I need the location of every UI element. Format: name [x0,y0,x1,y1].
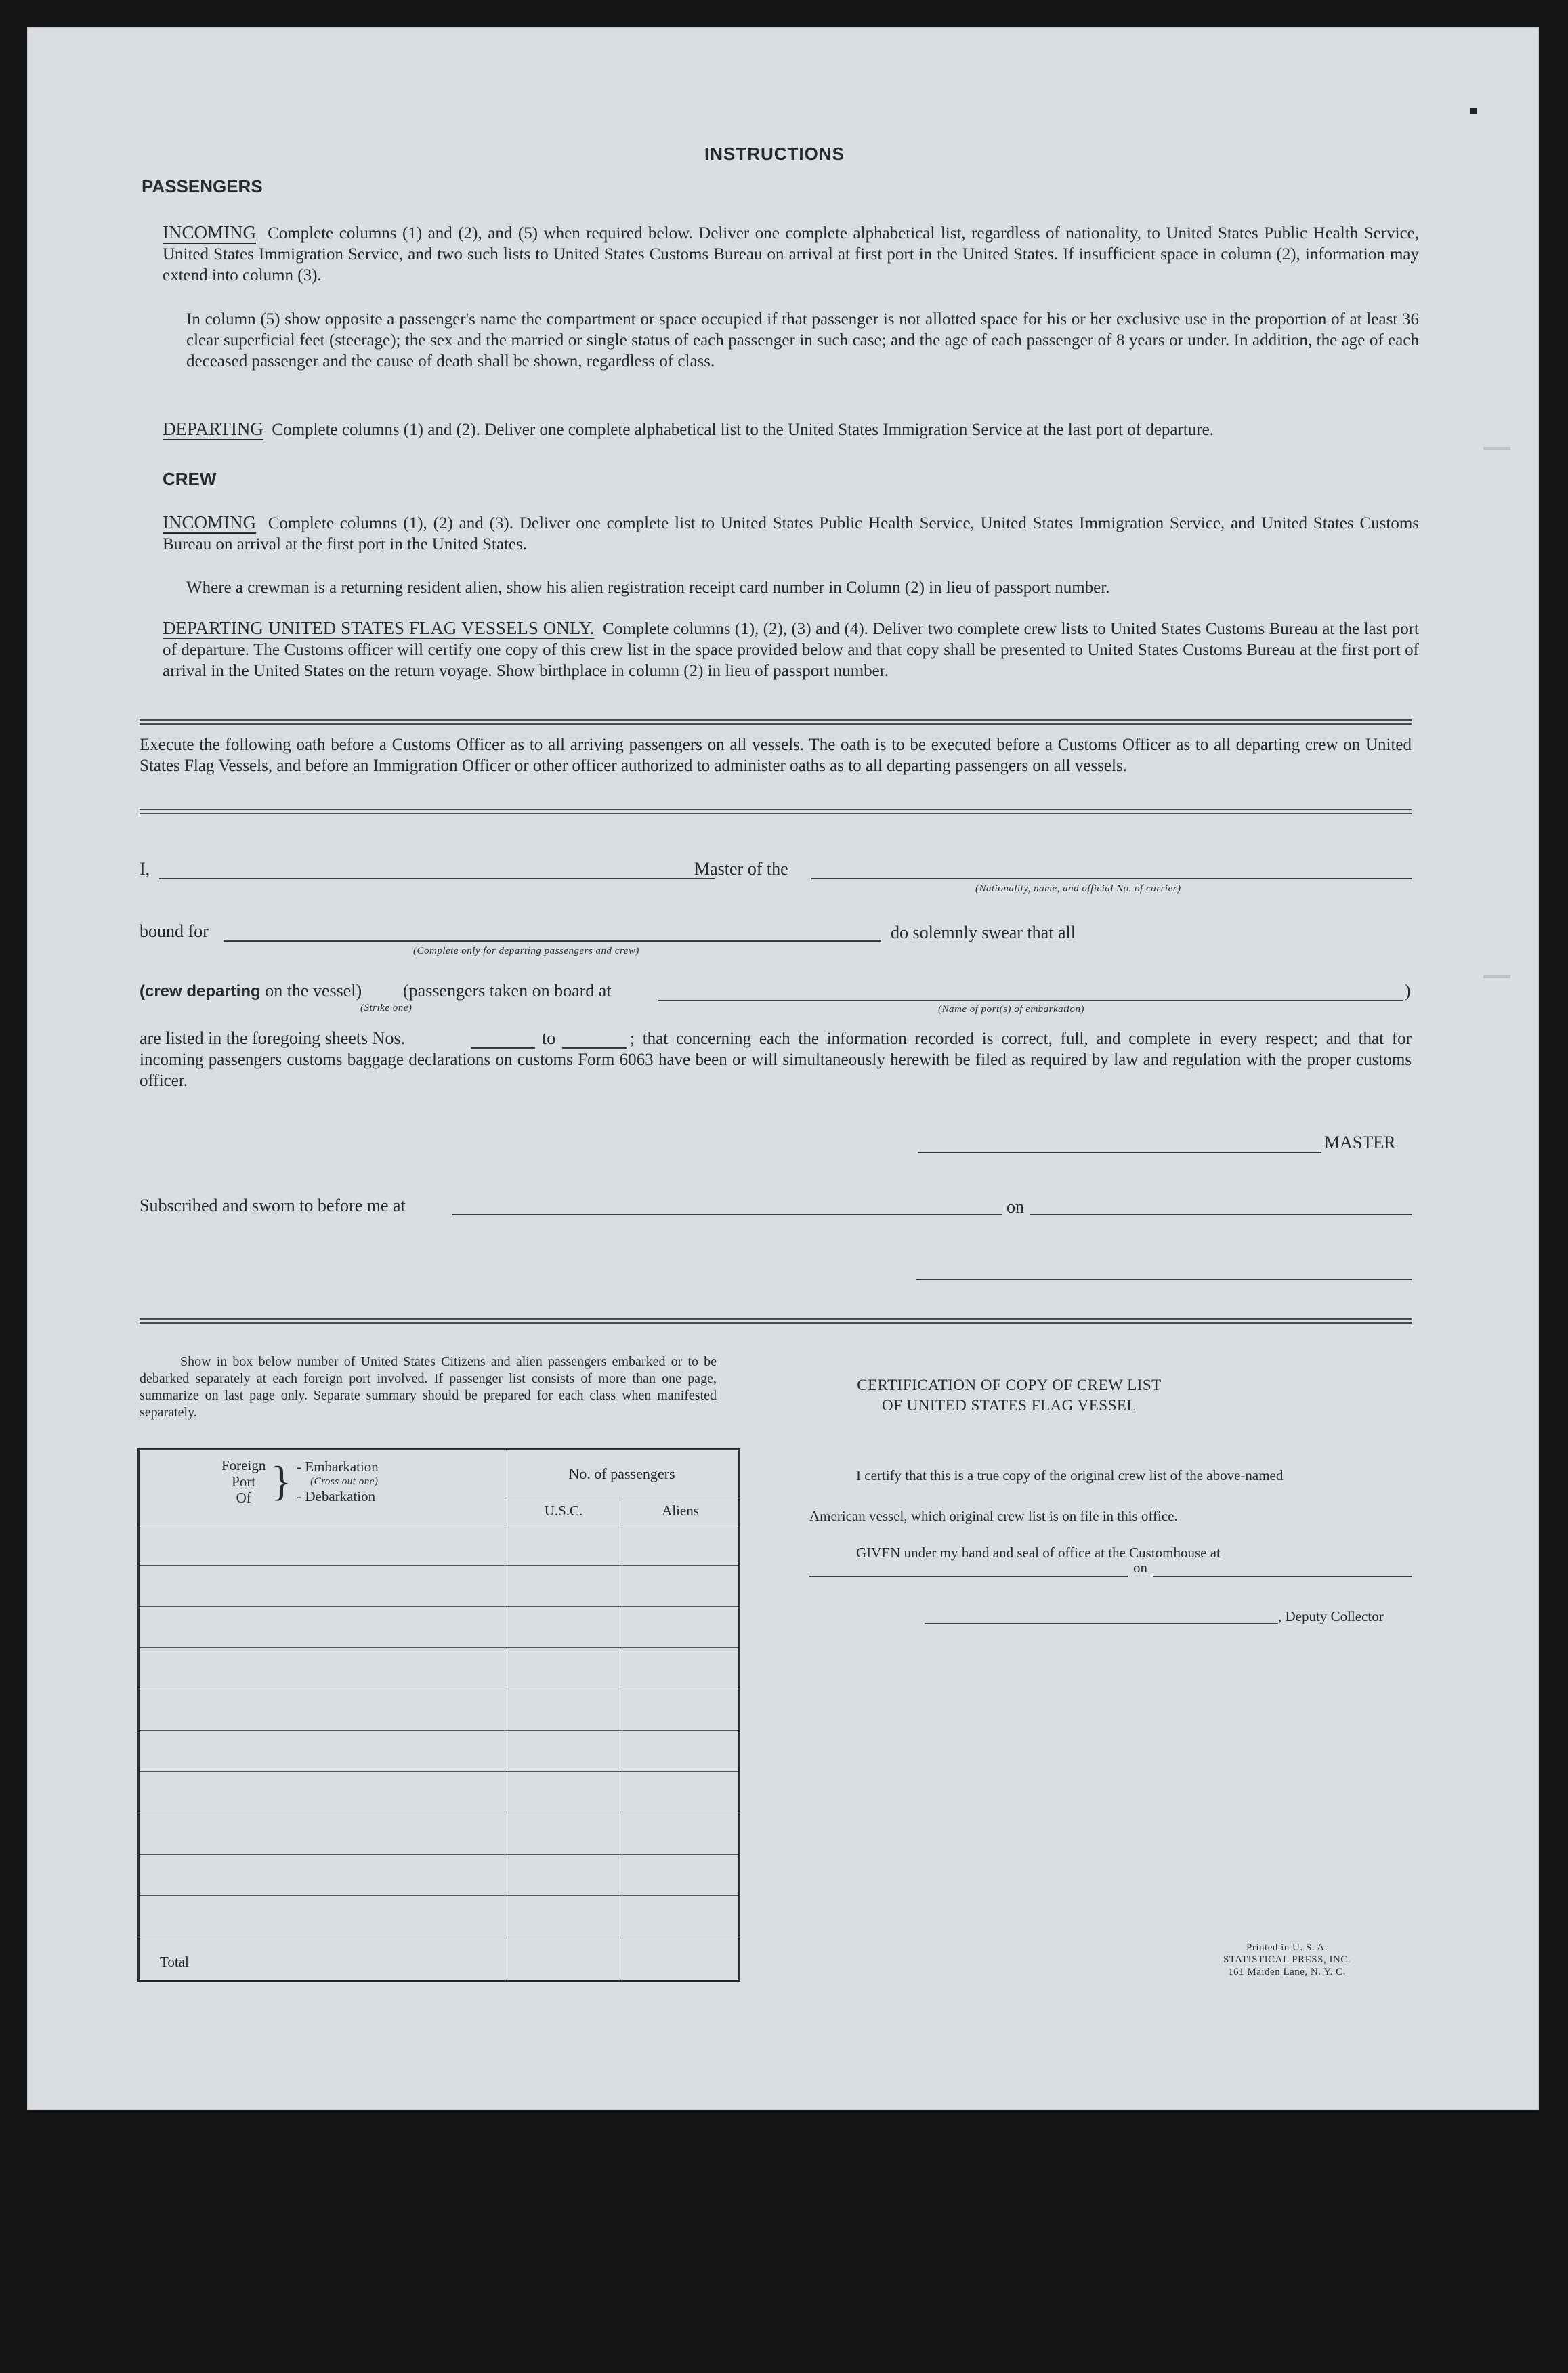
total-aliens-cell[interactable] [622,1937,740,1981]
printer-imprint [1206,1941,1368,1978]
crew-incoming-lead: INCOMING [163,512,256,532]
on-label: on [1007,1197,1024,1217]
foreign-label: Foreign [221,1457,266,1473]
sworn-date-field[interactable] [1030,1214,1412,1215]
sheets-label: are listed in the foregoing sheets Nos. [140,1028,406,1048]
deputy-collector-label: , Deputy Collector [1278,1608,1384,1624]
port-row [139,1524,740,1566]
divider [140,719,1412,725]
port-cell[interactable] [139,1648,505,1689]
bound-for-note: (Complete only for departing passengers and crew) [413,946,639,957]
port-row [139,1731,740,1772]
port-label: Port [232,1473,256,1490]
port-row [139,1855,740,1896]
brace-icon: } [271,1458,292,1505]
oath-i-label: I, [140,859,150,879]
printer-line3: 161 Maiden Lane, N. Y. C. [1228,1967,1346,1977]
form-sheet [27,27,1539,2110]
port-cell[interactable] [139,1607,505,1648]
bleed-mark [1483,447,1510,450]
total-usc-cell[interactable] [505,1937,622,1981]
close-paren: ) [1405,981,1411,1001]
total-label: Total [139,1937,505,1981]
passengers-column5-paragraph: In column (5) show opposite a passenger's name the compartment or space occupied if that passenger is not allotted space for his or her exclusive use in the proportion of at least 36 clear superficial feet (steerage); the sex and the married or single status of each passenger in such case; and the age of each passenger of 8 years or under. In addition, the age of each deceased passenger and the cause of death shall be shown, regardless of class. [186,310,1419,371]
oath-intro: Execute the following oath before a Customs Officer as to all arriving passengers on all vessels. The oath is to be executed before a Customs Officer as to all departing crew on United States Flag Vessels, and before an Immigration Officer or other officer authorized to administer oaths as to all departing passengers on all vessels. [140,736,1412,775]
cross-out-note: (Cross out one) [310,1476,379,1487]
subscribed-label: Subscribed and sworn to before me at [140,1196,406,1215]
deputy-signature-field[interactable] [925,1623,1278,1624]
port-cell[interactable] [139,1524,505,1566]
aliens-count-cell[interactable] [622,1648,740,1689]
aliens-count-cell[interactable] [622,1896,740,1937]
port-cell[interactable] [139,1689,505,1731]
port-cell[interactable] [139,1855,505,1896]
usc-count-cell[interactable] [505,1607,622,1648]
master-label: MASTER [1324,1133,1396,1152]
aliens-count-cell[interactable] [622,1731,740,1772]
certify-line2: American vessel, which original crew list is on file in this office. [809,1508,1178,1524]
port-cell[interactable] [139,1731,505,1772]
certification-title-line1: CERTIFICATION OF COPY OF CREW LIST [857,1377,1162,1393]
cert-on-label: on [1133,1559,1147,1576]
embarkation-option[interactable]: - Embarkation [297,1458,379,1475]
divider [140,1318,1412,1324]
master-of-the-label: Master of the [694,859,788,879]
embarkation-ports-field[interactable] [658,1000,1403,1001]
of-label: Of [236,1490,251,1506]
debarkation-option[interactable]: - Debarkation [297,1488,376,1505]
passengers-incoming-paragraph [163,222,1419,286]
crew-departing-option[interactable] [140,981,362,1001]
passengers-departing-paragraph [163,419,1419,440]
port-row [139,1566,740,1607]
port-cell[interactable] [139,1813,505,1855]
passengers-incoming-lead: INCOMING [163,222,256,243]
no-of-passengers-header: No. of passengers [505,1450,740,1498]
passengers-incoming-text: Complete columns (1) and (2), and (5) when required below. Deliver one complete alphabetical list, regardless of nationality, to United States Public Health Service, United States Immigration Service, and two such lists to United States Customs Bureau on arrival at first port in the United States. If insufficient space in column (2), information may extend into column (3). [163,224,1420,285]
usc-count-cell[interactable] [505,1896,622,1937]
speck-mark [1470,108,1477,114]
aliens-count-cell[interactable] [622,1689,740,1731]
sworn-place-field[interactable] [452,1214,1002,1215]
crew-departing-paragraph [163,618,1419,681]
aliens-count-cell[interactable] [622,1772,740,1813]
usc-count-cell[interactable] [505,1813,622,1855]
usc-count-cell[interactable] [505,1566,622,1607]
customhouse-field[interactable] [809,1576,1128,1577]
certification-title [826,1375,1192,1416]
aliens-count-cell[interactable] [622,1855,740,1896]
crew-incoming-text: Complete columns (1), (2) and (3). Deliver one complete list to United States Public Health Service, United States Immigration Service, and United States Customs Bureau on arrival at the first port in the United States. [163,514,1420,553]
bleed-mark [1483,975,1510,978]
on-the-vessel-label: on the vessel) [265,981,362,1001]
port-row [139,1896,740,1937]
printer-line1: Printed in U. S. A. [1246,1942,1328,1953]
carrier-note: (Nationality, name, and official No. of carrier) [975,883,1181,894]
passengers-taken-option[interactable]: (passengers taken on board at [403,981,612,1001]
box-instructions: Show in box below number of United States Citizens and alien passengers embarked or to be debarked separately at each foreign port involved. If passenger list consists of more than one page, summarize on last page only. Separate summary should be prepared for each class when manifested separately. [140,1354,717,1420]
usc-count-cell[interactable] [505,1855,622,1896]
aliens-count-cell[interactable] [622,1524,740,1566]
aliens-header: Aliens [622,1498,740,1524]
port-row [139,1772,740,1813]
printer-line2: STATISTICAL PRESS, INC. [1223,1954,1351,1965]
embarkation-ports-note: (Name of port(s) of embarkation) [938,1004,1084,1015]
master-signature-field[interactable] [918,1152,1321,1153]
to-label: to [542,1028,556,1048]
port-row [139,1689,740,1731]
usc-count-cell[interactable] [505,1731,622,1772]
bound-for-label: bound for [140,921,209,941]
bound-for-field[interactable] [224,940,881,942]
usc-count-cell[interactable] [505,1772,622,1813]
port-row [139,1813,740,1855]
port-row [139,1607,740,1648]
swear-label: do solemnly swear that all [891,923,1076,942]
ports-table [137,1448,740,1982]
port-rows [139,1524,740,1937]
port-cell[interactable] [139,1772,505,1813]
port-row [139,1648,740,1689]
port-cell[interactable] [139,1896,505,1937]
usc-header: U.S.C. [505,1498,622,1524]
divider [140,809,1412,814]
given-line: GIVEN under my hand and seal of office at the Customhouse at [856,1545,1221,1561]
aliens-count-cell[interactable] [622,1607,740,1648]
passengers-departing-lead: DEPARTING [163,419,263,439]
master-name-field[interactable] [159,878,715,879]
certification-title-line2: OF UNITED STATES FLAG VESSEL [882,1397,1137,1414]
passengers-departing-text: Complete columns (1) and (2). Deliver one complete alphabetical list to the United States Immigration Service at the last port of departure. [272,421,1214,439]
certify-line1: I certify that this is a true copy of the original crew list of the above-named [856,1467,1284,1484]
usc-count-cell[interactable] [505,1648,622,1689]
oath-statement: ; that concerning each the information recorded is correct, full, and complete in every respect; and that for incoming passengers customs baggage declarations on customs Form 6063 have been or will simultaneously herewith be filed as required by law and regulation with the proper customs officer. [140,1030,1412,1090]
port-cell[interactable] [139,1566,505,1607]
cert-date-field[interactable] [1153,1576,1412,1577]
carrier-field[interactable] [811,878,1412,879]
usc-count-cell[interactable] [505,1689,622,1731]
crew-alien-paragraph: Where a crewman is a returning resident alien, show his alien registration receipt card number in Column (2) in lieu of passport number. [186,579,1110,597]
crew-heading: CREW [163,469,217,489]
crew-incoming-paragraph [163,512,1419,555]
aliens-count-cell[interactable] [622,1566,740,1607]
usc-count-cell[interactable] [505,1524,622,1566]
strike-one-note: (Strike one) [360,1003,412,1013]
crew-departing-label: (crew departing [140,982,261,1001]
officer-signature-field[interactable] [916,1279,1412,1280]
crew-departing-text: Complete columns (1), (2), (3) and (4). Deliver two complete crew lists to United States Customs Bureau at the last port of departure. The Customs officer will certify one copy of this crew list in the space provided below and that copy shall be presented to United States Customs Bureau at the first port of arrival in the United States on the return voyage. Show birthplace in column (2) in lieu of passport number. [163,620,1419,680]
passengers-heading: PASSENGERS [142,176,263,196]
aliens-count-cell[interactable] [622,1813,740,1855]
page-title: INSTRUCTIONS [704,144,845,164]
foreign-port-header [139,1450,505,1524]
crew-departing-lead: DEPARTING UNITED STATES FLAG VESSELS ONLY. [163,618,595,638]
